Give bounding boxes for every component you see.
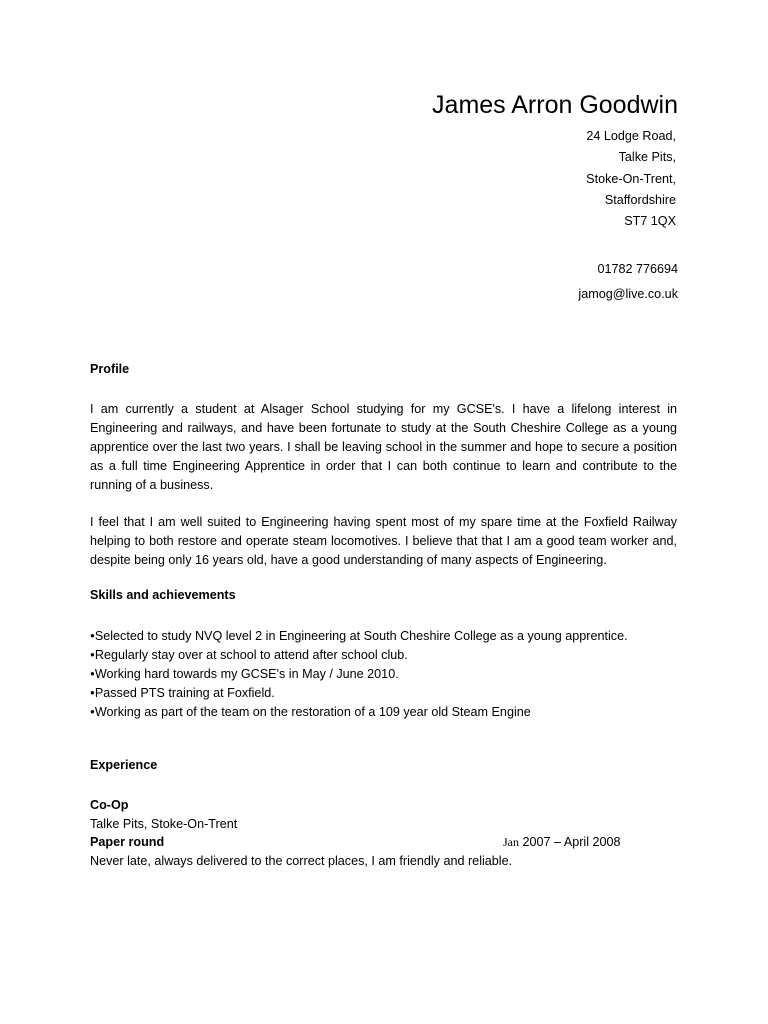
- cv-page: [90, 0, 678, 1024]
- candidate-name: James Arron Goodwin: [432, 91, 678, 119]
- date-start-month: Jan: [503, 835, 519, 849]
- bullet-icon: ●: [90, 669, 95, 678]
- address-line: Staffordshire: [604, 192, 676, 207]
- profile-paragraph: I feel that I am well suited to Engineering having spent most of my spare time at the Foxfield Railway helping to both restore and operate steam locomotives. I believe that that I am a good team worker and, despite being only 16 years old, have a good understanding of many aspects of Engineering.: [90, 515, 677, 567]
- skill-text: Working as part of the team on the restoration of a 109 year old Steam Engine: [94, 705, 531, 719]
- email-address: jamog@live.co.uk: [578, 287, 678, 301]
- address-block: [586, 127, 676, 233]
- date-range: 2007 – April 2008: [519, 835, 621, 849]
- phone-number: 01782 776694: [597, 262, 678, 276]
- employer-name: Co-Op: [90, 798, 129, 812]
- bullet-icon: ●: [90, 707, 95, 716]
- employer-location: Talke Pits, Stoke-On-Trent: [90, 817, 238, 831]
- profile-paragraph: I am currently a student at Alsager School studying for my GCSE's. I have a lifelong interest in Engineering and railways, and have been fortunate to study at the South Cheshire College as a young apprentice over the last two years. I shall be leaving school in the summer and hope to secure a position as a full time Engineering Apprentice in order that I can both continue to learn and contribute to the running of a business.: [90, 402, 677, 492]
- address-line: Stoke-On-Trent,: [586, 171, 676, 186]
- skill-text: Passed PTS training at Foxfield.: [94, 686, 275, 700]
- list-item: [90, 645, 628, 664]
- profile-heading: Profile: [90, 362, 130, 376]
- bullet-icon: ●: [90, 631, 95, 640]
- list-item: [90, 626, 628, 645]
- skills-list: [90, 626, 628, 721]
- job-role: Paper round: [90, 835, 165, 849]
- address-line: Talke Pits,: [618, 150, 676, 165]
- skill-text: Regularly stay over at school to attend after school club.: [94, 648, 408, 662]
- skill-text: Working hard towards my GCSE's in May / June 2010.: [94, 667, 399, 681]
- bullet-icon: ●: [90, 688, 95, 697]
- job-description: Never late, always delivered to the correct places, I am friendly and reliable.: [90, 854, 513, 868]
- list-item: [90, 664, 628, 683]
- skills-heading: Skills and achievements: [90, 588, 236, 602]
- list-item: [90, 702, 628, 721]
- address-line: 24 Lodge Road,: [586, 129, 676, 143]
- list-item: [90, 683, 628, 702]
- bullet-icon: ●: [90, 650, 95, 659]
- experience-heading: Experience: [90, 758, 158, 772]
- address-line: ST7 1QX: [624, 214, 676, 229]
- job-dates: [503, 833, 621, 851]
- skill-text: Selected to study NVQ level 2 in Engineering at South Cheshire College as a young apprentice.: [94, 629, 628, 643]
